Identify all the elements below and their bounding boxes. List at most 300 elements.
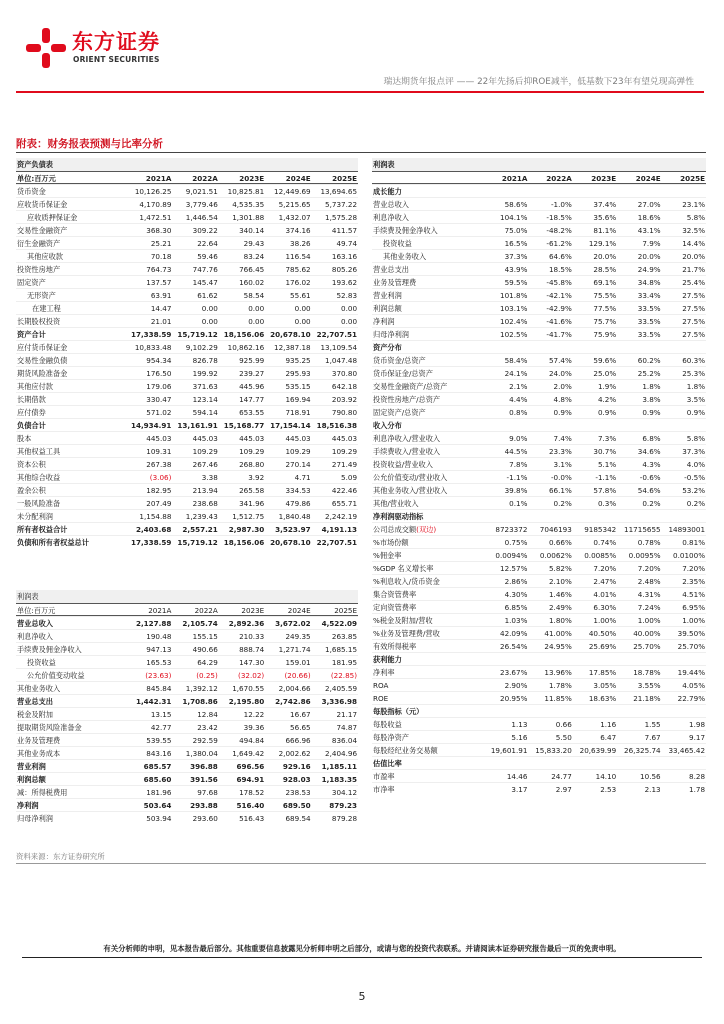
cell-value: 0.9%	[553, 408, 572, 417]
row-label-text: 其他业务成本	[17, 749, 61, 758]
row-label-text: 投资收益	[383, 239, 412, 248]
row-label	[16, 315, 126, 327]
table-row	[372, 548, 706, 561]
cell-value: 213.94	[192, 486, 218, 495]
cell-value: 7.9%	[642, 239, 661, 248]
row-label	[16, 276, 126, 288]
table-row	[372, 353, 706, 366]
cell-value: 18.63%	[588, 694, 617, 703]
year-header: 2023E	[591, 174, 617, 183]
cell-value: 4,535.35	[232, 200, 265, 209]
cell-value: 12,387.18	[274, 343, 311, 352]
cell-value: 368.30	[146, 226, 172, 235]
cell-value: 8.28	[689, 772, 706, 781]
row-label-text: 其他业务收入	[17, 684, 61, 693]
cell-value: 160.02	[239, 278, 265, 287]
cell-value: 42.09%	[500, 629, 528, 638]
table-row	[16, 405, 358, 418]
cell-value: -1.0%	[550, 200, 572, 209]
cell-value: 270.14	[285, 460, 311, 469]
year-header: 2023E	[241, 606, 265, 615]
cell-value: 116.54	[285, 252, 311, 261]
cell-value: 3,779.46	[185, 200, 218, 209]
cell-value: 370.80	[331, 369, 358, 378]
row-label	[16, 669, 126, 681]
cell-value: 14893001	[668, 525, 706, 534]
cell-value: 503.94	[146, 814, 172, 823]
cell-value: 6.8%	[642, 434, 661, 443]
cell-value: 2,403.68	[135, 525, 172, 534]
cell-value: 4.4%	[509, 395, 528, 404]
table-row	[16, 483, 358, 496]
cell-value: 479.86	[285, 499, 311, 508]
row-label	[16, 406, 126, 418]
row-label-text: 获利能力	[373, 655, 402, 664]
cell-value: 39.50%	[677, 629, 706, 638]
cell-value: 1,432.07	[278, 213, 311, 222]
cell-value: 0.66	[555, 720, 572, 729]
cell-value: -0.6%	[639, 473, 661, 482]
cell-value: 12.84	[197, 710, 218, 719]
cell-value: (0.25)	[196, 671, 218, 680]
cell-value: 70.18	[150, 252, 172, 261]
cell-value: 33.5%	[637, 317, 661, 326]
cell-value: 1,512.75	[232, 512, 265, 521]
cell-value: 14.47	[150, 304, 172, 313]
row-label	[372, 640, 484, 652]
cell-value: 37.3%	[504, 252, 528, 261]
cell-value: 503.64	[143, 801, 172, 810]
cell-value: 879.28	[331, 814, 358, 823]
row-label	[16, 630, 126, 642]
table-row	[372, 535, 706, 548]
cell-value: 57.8%	[593, 486, 617, 495]
cell-value: 490.66	[192, 645, 218, 654]
cell-value: 23.67%	[500, 668, 528, 677]
cell-value	[573, 419, 617, 431]
row-label-text: 公允价值变动/营业收入	[373, 473, 448, 482]
cell-value: 5.82%	[548, 564, 572, 573]
cell-value: 2.90%	[504, 681, 528, 690]
row-label	[16, 367, 126, 379]
table-row	[372, 431, 706, 444]
cell-value: 1,575.28	[325, 213, 358, 222]
row-label-text: 营业总支出	[17, 697, 53, 706]
cell-value: 19.44%	[677, 668, 706, 677]
table-row	[16, 197, 358, 210]
cell-value: 181.96	[146, 788, 172, 797]
row-label-text: 手续费收入/营业收入	[373, 447, 441, 456]
cell-value: 22.64	[197, 239, 218, 248]
cell-value: 445.03	[285, 434, 311, 443]
cell-value: 109.29	[239, 447, 265, 456]
cell-value: 178.52	[239, 788, 265, 797]
year-header: 2024E	[287, 606, 311, 615]
cell-value: 836.04	[331, 736, 358, 745]
cell-value: (22.85)	[330, 671, 358, 680]
cell-value: 3.55%	[637, 681, 661, 690]
cell-value: 20,639.99	[579, 746, 617, 755]
cell-value: 43.1%	[637, 226, 661, 235]
cell-value: 7046193	[539, 525, 572, 534]
cell-value: 5.8%	[686, 434, 706, 443]
cell-value: 12,449.69	[274, 187, 311, 196]
year-header: 2025E	[334, 606, 358, 615]
table-row	[372, 184, 706, 197]
row-label	[16, 497, 126, 509]
cell-value: 83.24	[243, 252, 265, 261]
table-row	[16, 811, 358, 824]
cell-value: 64.29	[197, 658, 218, 667]
cell-value: -0.5%	[684, 473, 706, 482]
cell-value: 5.09	[341, 473, 358, 482]
cell-value: 102.5%	[500, 330, 528, 339]
cell-value: 238.53	[285, 788, 311, 797]
cell-value: 3,336.98	[321, 697, 358, 706]
row-label	[16, 760, 126, 772]
table-row	[16, 236, 358, 249]
cell-value: 210.33	[239, 632, 265, 641]
table-row	[16, 759, 358, 772]
cell-value: 75.7%	[593, 317, 617, 326]
cell-value: 55.61	[290, 291, 311, 300]
row-label	[372, 393, 484, 405]
cell-value: 21.7%	[682, 265, 706, 274]
table-row	[372, 444, 706, 457]
cell-value: 15,719.12	[177, 538, 218, 547]
table-row	[372, 587, 706, 600]
year-header: 2022A	[192, 174, 218, 183]
cell-value: 137.57	[146, 278, 172, 287]
cell-value: 718.91	[285, 408, 311, 417]
cell-value	[617, 419, 661, 431]
cell-value	[528, 510, 572, 522]
row-label	[372, 679, 484, 691]
cell-value: 340.14	[239, 226, 265, 235]
cell-value: 535.15	[285, 382, 311, 391]
row-label	[372, 601, 484, 613]
cell-value: 10.56	[640, 772, 661, 781]
table-row	[372, 457, 706, 470]
table-row	[372, 327, 706, 340]
cell-value: 2,195.80	[228, 697, 265, 706]
cell-value: 13,109.54	[320, 343, 358, 352]
row-label	[372, 497, 484, 509]
table-row	[16, 210, 358, 223]
cell-value: 0.00	[341, 304, 358, 313]
cell-value: 25.2%	[637, 369, 661, 378]
cell-value: 0.00	[248, 317, 265, 326]
row-label	[372, 445, 484, 457]
table-row	[372, 743, 706, 756]
cell-value: 1.78%	[548, 681, 572, 690]
row-label	[372, 276, 484, 288]
cell-value: 165.53	[146, 658, 172, 667]
table-row	[372, 561, 706, 574]
cell-value: 947.13	[146, 645, 172, 654]
cell-value: 34.6%	[637, 447, 661, 456]
cell-value: 1.13	[511, 720, 528, 729]
row-label	[16, 721, 126, 733]
cell-value: 935.25	[285, 356, 311, 365]
income-statement-table	[16, 590, 358, 824]
row-label	[372, 523, 484, 535]
cell-value: 1.46%	[548, 590, 572, 599]
cell-value: 179.06	[146, 382, 172, 391]
cell-value: 1,649.42	[232, 749, 265, 758]
cell-value: 785.62	[285, 265, 311, 274]
cell-value: 539.55	[146, 736, 172, 745]
cell-value: 9,102.29	[185, 343, 218, 352]
cell-value: 8723372	[495, 525, 528, 534]
year-header: 2021A	[148, 606, 172, 615]
year-header: 2024E	[285, 174, 311, 183]
cell-value: 19,601.91	[490, 746, 528, 755]
row-label-text: 公司总成交额	[373, 525, 417, 534]
cell-value: 1,239.43	[185, 512, 218, 521]
row-label	[16, 341, 126, 353]
cell-value: 928.03	[282, 775, 311, 784]
cell-value: 14.10	[595, 772, 617, 781]
cell-value: 2.13	[644, 785, 661, 794]
table-row	[372, 275, 706, 288]
row-label-text: 净利润驱动指标	[373, 512, 424, 521]
table-row	[16, 262, 358, 275]
cell-value: 4,170.89	[139, 200, 172, 209]
table-row	[372, 210, 706, 223]
cell-value: 56.65	[290, 723, 311, 732]
cell-value: 182.95	[146, 486, 172, 495]
row-label-text: 投资收益/营业收入	[373, 460, 433, 469]
cell-value: 516.40	[236, 801, 265, 810]
row-label	[16, 471, 126, 483]
cell-value: 666.96	[285, 736, 311, 745]
cell-value: 155.15	[192, 632, 218, 641]
row-label-text: 交易性金融负债	[17, 356, 68, 365]
cell-value: 1,708.86	[182, 697, 218, 706]
cell-value: 0.9%	[597, 408, 617, 417]
row-label-note: (双边)	[416, 525, 437, 534]
table-row	[16, 522, 358, 535]
cell-value: 35.6%	[593, 213, 617, 222]
cell-value: 176.50	[146, 369, 172, 378]
row-label	[16, 185, 126, 197]
cell-value: 1,442.31	[135, 697, 172, 706]
cell-value	[662, 510, 706, 522]
row-label-text: 长期股权投资	[17, 317, 61, 326]
cell-value: 2.47%	[593, 577, 617, 586]
cell-value: 309.22	[192, 226, 218, 235]
cell-value: 101.8%	[500, 291, 528, 300]
cell-value: 181.95	[331, 658, 358, 667]
cell-value: 826.78	[192, 356, 218, 365]
cell-value: 1,685.15	[325, 645, 358, 654]
cell-value: 2.0%	[553, 382, 572, 391]
row-label-text: 衍生金融资产	[17, 239, 61, 248]
cell-value: 23.3%	[548, 447, 572, 456]
row-label	[372, 549, 484, 561]
row-label-text: 营业总支出	[373, 265, 409, 274]
row-label-text: 定向资管费率	[373, 603, 417, 612]
cell-value: 23.1%	[682, 200, 706, 209]
table-row	[16, 366, 358, 379]
row-label-text: 货币资金/总资产	[373, 356, 426, 365]
cell-value	[484, 185, 528, 197]
cell-value: 805.26	[331, 265, 358, 274]
table-row	[16, 733, 358, 746]
row-label	[372, 380, 484, 392]
cell-value: 0.1%	[509, 499, 528, 508]
cell-value: 9.17	[689, 733, 706, 742]
row-label-text: 每股指标（元）	[373, 707, 424, 716]
cell-value: 18.5%	[548, 265, 572, 274]
cell-value: 109.31	[146, 447, 172, 456]
cell-value: 0.2%	[553, 499, 572, 508]
cell-value: 190.48	[146, 632, 172, 641]
table-row	[16, 249, 358, 262]
cell-value	[573, 185, 617, 197]
cell-value: 1,185.11	[321, 762, 358, 771]
cell-value: 81.1%	[593, 226, 617, 235]
table-row	[372, 769, 706, 782]
row-label-text: 未分配利润	[17, 512, 53, 521]
ratio-analysis-table	[372, 158, 706, 795]
cell-value: 74.87	[336, 723, 358, 732]
cell-value	[662, 653, 706, 665]
cell-value: 7.67	[644, 733, 661, 742]
cell-value: 1,446.54	[185, 213, 218, 222]
cell-value: 238.68	[192, 499, 218, 508]
row-label-text: 资产分布	[373, 343, 402, 352]
row-label-text: 每股收益	[373, 720, 402, 729]
cell-value: 3,672.02	[275, 619, 311, 628]
row-label-text: 有效所得税率	[373, 642, 417, 651]
cell-value: 60.2%	[637, 356, 661, 365]
cell-value: 747.76	[192, 265, 218, 274]
cell-value: 75.0%	[504, 226, 528, 235]
table-row	[372, 626, 706, 639]
table-row	[372, 223, 706, 236]
cell-value: 5.16	[511, 733, 528, 742]
cell-value	[662, 705, 706, 717]
row-label	[372, 250, 484, 262]
cell-value: 4.3%	[642, 460, 661, 469]
cell-value: 2,242.19	[325, 512, 358, 521]
cell-value: 58.54	[243, 291, 265, 300]
cell-value: 249.35	[285, 632, 311, 641]
row-label	[372, 237, 484, 249]
cell-value: 7.8%	[509, 460, 528, 469]
row-label	[16, 643, 126, 655]
row-label	[16, 445, 126, 457]
cell-value: 5,737.22	[325, 200, 358, 209]
cell-value: 26.54%	[500, 642, 528, 651]
cell-value: 14.4%	[682, 239, 706, 248]
cell-value: 4.30%	[504, 590, 528, 599]
table-row	[372, 288, 706, 301]
cell-value: 3,523.97	[275, 525, 311, 534]
cell-value: 25.70%	[677, 642, 706, 651]
cell-value: 293.60	[192, 814, 218, 823]
cell-value: 33.5%	[637, 330, 661, 339]
row-label	[372, 536, 484, 548]
row-label	[372, 731, 484, 743]
table-row	[16, 327, 358, 340]
cell-value: 292.59	[192, 736, 218, 745]
row-label-text: 税金及附加	[17, 710, 53, 719]
table-row	[16, 392, 358, 405]
cell-value	[617, 185, 661, 197]
table-row	[372, 730, 706, 743]
cell-value: 203.92	[331, 395, 358, 404]
row-label	[16, 734, 126, 746]
cell-value: -1.1%	[595, 473, 617, 482]
year-header: 2022A	[194, 606, 218, 615]
row-label-text: 营业总收入	[17, 619, 53, 628]
table-row	[16, 379, 358, 392]
cell-value: 20.0%	[637, 252, 661, 261]
cell-value: 21.18%	[633, 694, 661, 703]
row-label-text: 其他应付款	[17, 382, 53, 391]
cell-value: 5.1%	[597, 460, 617, 469]
cell-value: 10,833.48	[134, 343, 172, 352]
brand-logo	[22, 18, 162, 80]
cell-value: 1.03%	[504, 616, 528, 625]
cell-value	[528, 653, 572, 665]
row-label	[372, 588, 484, 600]
row-label-text: 归母净利润	[373, 330, 409, 339]
ratio-table-rows	[372, 171, 706, 795]
cell-value	[662, 757, 706, 769]
cell-value: 790.80	[331, 408, 358, 417]
row-label	[16, 419, 126, 431]
year-header: 2023E	[239, 174, 265, 183]
cell-value: (20.66)	[284, 671, 311, 680]
row-label	[16, 812, 126, 824]
cell-value: 2.49%	[548, 603, 572, 612]
cell-value: 3.92	[248, 473, 265, 482]
cell-value: 445.03	[192, 434, 218, 443]
cell-value: 38.26	[290, 239, 311, 248]
table-row	[372, 613, 706, 626]
section-title: 附表：财务报表预测与比率分析	[16, 138, 163, 150]
row-label-text: 投资收益	[27, 658, 56, 667]
cell-value: 7.20%	[682, 564, 706, 573]
cell-value: 27.5%	[682, 291, 706, 300]
row-label-text: 净利润	[373, 317, 395, 326]
cell-value: 6.85%	[504, 603, 528, 612]
cell-value: 27.5%	[682, 304, 706, 313]
row-label-text: 其他权益工具	[17, 447, 61, 456]
cell-value: 75.5%	[593, 291, 617, 300]
cell-value: 1.9%	[597, 382, 617, 391]
cell-value: 27.5%	[682, 317, 706, 326]
row-label-text: 交易性金融资产/总资产	[373, 382, 448, 391]
cell-value: 925.99	[239, 356, 265, 365]
cell-value: 374.16	[285, 226, 311, 235]
cell-value: 6.95%	[682, 603, 706, 612]
cell-value	[617, 510, 661, 522]
cell-value: 265.58	[239, 486, 265, 495]
table-row	[16, 535, 358, 548]
row-label-text: 公允价值变动收益	[27, 671, 85, 680]
cell-value: 18,516.38	[316, 421, 358, 430]
cell-value: 0.00	[294, 304, 311, 313]
row-label-text: 利润总额	[373, 304, 402, 313]
cell-value: -18.5%	[546, 213, 572, 222]
row-label	[16, 682, 126, 694]
row-label-text: 提取期货风险准备金	[17, 723, 82, 732]
